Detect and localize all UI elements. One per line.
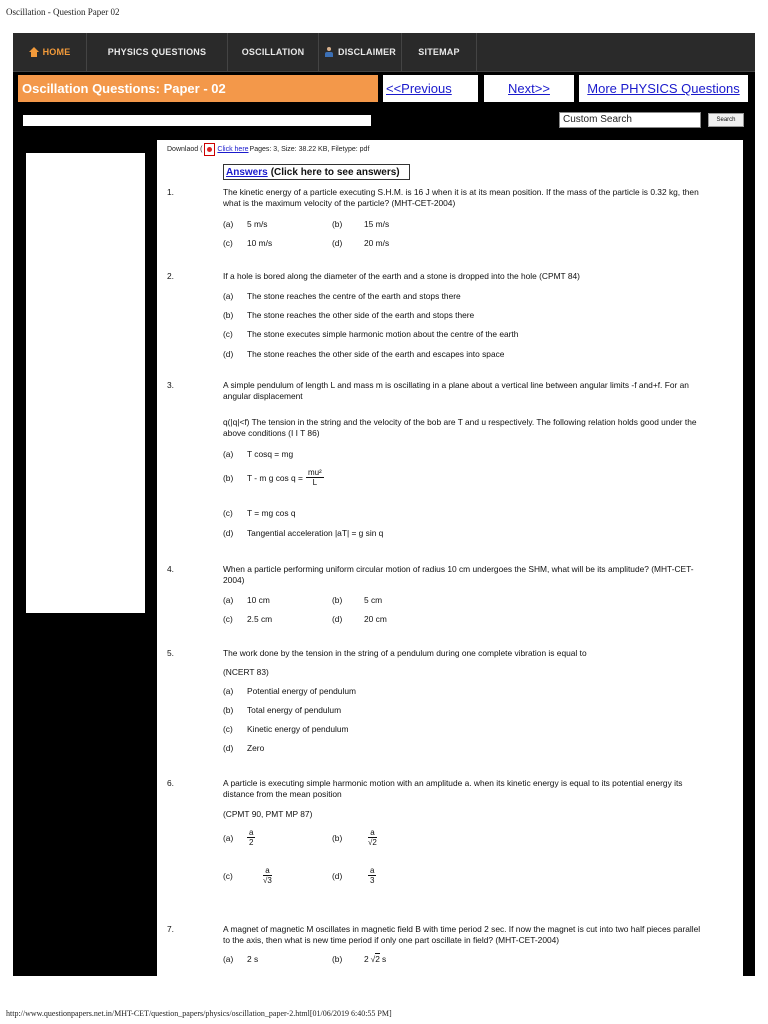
question-5-source: [167, 667, 737, 681]
answers-box: [223, 164, 410, 180]
question-5: [167, 648, 737, 662]
question-7: [167, 924, 737, 948]
fraction: $\frac{a}{√3}$: [263, 866, 272, 885]
option: (b) $\frac{a}{√2}$: [332, 828, 377, 847]
option: (a) 10 cm: [223, 595, 270, 605]
question-number: 3.: [167, 380, 174, 390]
download-info: Pages: 3, Size: 38.22 KB, Filetype: pdf: [249, 146, 370, 153]
question-text: A simple pendulum of length L and mass m is oscillating in a plane about a vertical line between angular limits -f and+f. For an angular displacement: [223, 380, 689, 401]
download-link[interactable]: Click here: [217, 146, 249, 153]
nav-oscillation[interactable]: [228, 33, 319, 71]
option: (a) 2 s: [223, 954, 259, 964]
option: (d) Tangential acceleration |aT| = g sin q: [223, 528, 384, 538]
option: (c) 10 m/s: [223, 238, 273, 248]
fraction: $\frac{\text{mu²}}{L}$: [307, 468, 322, 487]
sidebar-ad: [26, 153, 145, 613]
option: (b) The stone reaches the other side of the earth and stops there: [223, 310, 475, 320]
download-prefix: Downlaod (: [167, 146, 203, 153]
option: (a) 5 m/s: [223, 219, 268, 229]
blank-strip: [23, 115, 371, 126]
top-nav: [13, 33, 755, 72]
option: (b) 2 √2 s: [332, 954, 387, 964]
question-content: [157, 140, 743, 976]
option: (d) 20 m/s: [332, 238, 390, 248]
pdf-icon: [204, 143, 215, 156]
question-6: [167, 778, 737, 802]
question-text: When a particle performing uniform circular motion of radius 10 cm undergoes the SHM, what will be its amplitude? (MHT-CET-2004): [223, 564, 694, 585]
question-2: [167, 271, 737, 285]
option: (b) 5 cm: [332, 595, 383, 605]
nav-physics-questions[interactable]: [87, 33, 228, 71]
option: (d) Zero: [223, 743, 265, 753]
question-text: If a hole is bored along the diameter of the earth and a stone is dropped into the hole (CPMT 84): [223, 271, 580, 281]
option: (c) Kinetic energy of pendulum: [223, 724, 349, 734]
option: (b) Total energy of pendulum: [223, 705, 342, 715]
print-header: Oscillation - Question Paper 02: [6, 7, 120, 17]
nav-home-label: HOME: [42, 47, 71, 57]
question-3: [167, 380, 737, 410]
answers-hint: (Click here to see answers): [270, 166, 400, 178]
previous-link[interactable]: <<Previous: [383, 75, 478, 102]
question-text: The work done by the tension in the string of a pendulum during one complete vibration is equal to: [223, 648, 587, 658]
more-physics-link[interactable]: More PHYSICS Questions: [579, 75, 748, 102]
option: (c) $\frac{a}{√3}$: [223, 866, 272, 885]
nav-physics-questions-label: PHYSICS QUESTIONS: [107, 47, 207, 57]
option: (d) The stone reaches the other side of the earth and escapes into space: [223, 349, 505, 359]
option: (d) $\frac{a}{3}$: [332, 866, 375, 885]
question-number: 1.: [167, 187, 174, 197]
fraction: $\frac{a}{√2}$: [368, 828, 377, 847]
question-3-continued: [167, 417, 737, 441]
question-number: 5.: [167, 648, 174, 658]
home-icon: [29, 47, 39, 57]
nav-home[interactable]: [13, 33, 87, 71]
page-frame: [13, 33, 755, 976]
question-6-source: [167, 809, 737, 823]
answers-link[interactable]: Answers: [226, 166, 268, 178]
question-text: A magnet of magnetic M oscillates in magnetic field B with time period 2 sec. If now the magnet is cut into two half pieces parallel to the axis, then what is new time period if only one part oscillate in field? (MHT-CET-2004): [223, 924, 701, 945]
fraction: $\frac{a}{3}$: [370, 866, 375, 885]
download-row: [167, 143, 369, 156]
question-source: (CPMT 90, PMT MP 87): [223, 809, 313, 819]
option: (a) Potential energy of pendulum: [223, 686, 356, 696]
nav-oscillation-label: OSCILLATION: [241, 47, 305, 57]
question-number: 4.: [167, 564, 174, 574]
option: (b) T - m g cos q = $\frac{\text{mu²}}{L}$: [223, 468, 322, 487]
option: (c) 2.5 cm: [223, 614, 273, 624]
nav-sitemap[interactable]: [402, 33, 477, 71]
search-button[interactable]: Search: [708, 113, 744, 127]
option: (a) T cosq = mg: [223, 449, 294, 459]
question-text: A particle is executing simple harmonic motion with an amplitude a. when its kinetic energy is equal to its potential energy its distance from the mean position: [223, 778, 683, 799]
nav-disclaimer-label: DISCLAIMER: [338, 47, 396, 57]
question-source: (NCERT 83): [223, 667, 269, 677]
question-number: 6.: [167, 778, 174, 788]
print-footer: http://www.questionpapers.net.in/MHT-CET/question_papers/physics/oscillation_paper-2.html[01/06/2019 6:40:55 PM]: [6, 1009, 392, 1018]
user-icon: [324, 47, 334, 57]
option: (c) T = mg cos q: [223, 508, 296, 518]
question-number: 2.: [167, 271, 174, 281]
option: (b) 15 m/s: [332, 219, 390, 229]
question-text: q(|q|<f) The tension in the string and the velocity of the bob are T and u respectively. The following relation holds good under the above conditions (I I T 86): [223, 417, 697, 438]
option: (c) The stone executes simple harmonic motion about the centre of the earth: [223, 329, 519, 339]
page-title: Oscillation Questions: Paper - 02: [18, 75, 378, 102]
search-input[interactable]: Custom Search: [559, 112, 701, 128]
nav-disclaimer[interactable]: [319, 33, 402, 71]
option: (a) The stone reaches the centre of the earth and stops there: [223, 291, 461, 301]
question-text: The kinetic energy of a particle executing S.H.M. is 16 J when it is at its mean position. If the mass of the particle is 0.32 kg, then what is the maximum velocity of the particle? (MHT-CET-2004): [223, 187, 699, 208]
next-link[interactable]: Next>>: [484, 75, 574, 102]
fraction: $\frac{a}{2}$: [249, 828, 254, 847]
question-4: [167, 564, 737, 588]
question-number: 7.: [167, 924, 174, 934]
option: (d) 20 cm: [332, 614, 387, 624]
option: (a) $\frac{a}{2}$: [223, 828, 254, 847]
nav-sitemap-label: SITEMAP: [418, 47, 460, 57]
